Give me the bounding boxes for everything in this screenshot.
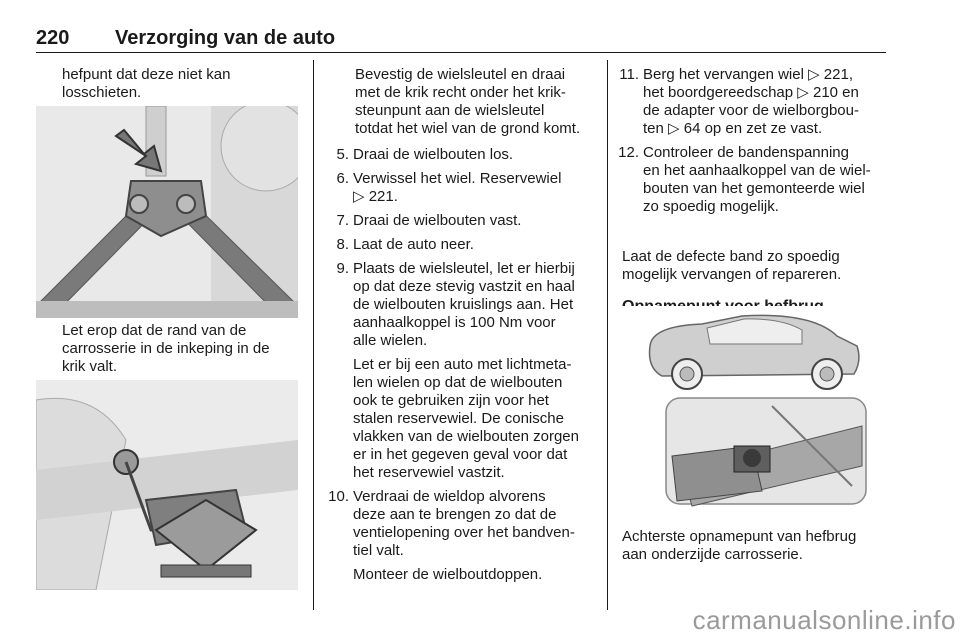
step-text: bouten van het gemonteerde wiel xyxy=(643,180,865,197)
step-note: ook te gebruiken zijn voor het xyxy=(353,392,549,409)
col1-caption-line1: Let erop dat de rand van de xyxy=(62,322,247,339)
step-number: 6. xyxy=(336,170,349,187)
step-note: het reservewiel vastzit. xyxy=(353,464,505,481)
step-text: aanhaalkoppel is 100 Nm voor xyxy=(353,314,556,331)
step-text: Plaats de wielsleutel, let er hierbij xyxy=(353,260,575,277)
step-text: de wielbouten kruislings aan. Het xyxy=(353,296,574,313)
col3-caption-line1: Achterste opnamepunt van hefbrug xyxy=(622,528,857,545)
step-note: er in het gegeven geval voor dat xyxy=(353,446,568,463)
step-text: Laat de auto neer. xyxy=(353,236,474,253)
page-title: Verzorging van de auto xyxy=(115,27,336,49)
step-number: 5. xyxy=(336,146,349,163)
column-divider-1 xyxy=(313,60,314,610)
col2-intro-line3: steunpunt aan de wielsleutel xyxy=(355,102,545,119)
list-item xyxy=(325,146,595,164)
step-note: Let er bij een auto met lichtmeta- xyxy=(353,356,572,373)
list-item xyxy=(325,170,595,206)
step-note: len wielen op dat de wielbouten xyxy=(353,374,563,391)
col3-note-line1: Laat de defecte band zo spoedig xyxy=(622,248,840,265)
col3-steps-list xyxy=(615,66,890,222)
step-text: deze aan te brengen zo dat de xyxy=(353,506,557,523)
col1-intro-line1: hefpunt dat deze niet kan xyxy=(62,66,231,83)
step-text: Berg het vervangen wiel ▷ 221, xyxy=(643,66,853,83)
step-text: ventielopening over het bandven- xyxy=(353,524,575,541)
step-number: 8. xyxy=(336,236,349,253)
column-divider-2 xyxy=(607,60,608,610)
step-text: Draai de wielbouten los. xyxy=(353,146,514,163)
list-item xyxy=(325,212,595,230)
col1-caption-line3: krik valt. xyxy=(62,358,118,375)
watermark: carmanualsonline.info xyxy=(692,605,956,635)
step-note: vlakken van de wielbouten zorgen xyxy=(353,428,579,445)
col2-intro-line1: Bevestig de wielsleutel en draai xyxy=(355,66,566,83)
lift-point-figure xyxy=(622,306,884,518)
col3-caption-line2: aan onderzijde carrosserie. xyxy=(622,546,803,563)
list-item xyxy=(615,144,890,216)
step-number: 7. xyxy=(336,212,349,229)
step-text: ten ▷ 64 op en zet ze vast. xyxy=(643,120,823,137)
jack-handle-figure xyxy=(36,380,298,590)
col2-intro-line2: met de krik recht onder het krik- xyxy=(355,84,566,101)
list-item xyxy=(615,66,890,138)
step-text: Controleer de bandenspanning xyxy=(643,144,849,161)
col1-intro-line2: losschieten. xyxy=(62,84,142,101)
step-text: alle wielen. xyxy=(353,332,428,349)
step-text: tiel valt. xyxy=(353,542,404,559)
step-number: 12. xyxy=(618,144,639,161)
list-item xyxy=(325,488,595,584)
col3-note-line2: mogelijk vervangen of repareren. xyxy=(622,266,842,283)
step-number: 9. xyxy=(336,260,349,277)
step-number: 10. xyxy=(328,488,349,505)
list-item xyxy=(325,260,595,482)
step-text: de adapter voor de wielborgbou- xyxy=(643,102,859,119)
col1-caption-line2: carrosserie in de inkeping in de xyxy=(62,340,270,357)
step-text: en het aanhaalkoppel van de wiel- xyxy=(643,162,871,179)
col2-intro-line4: totdat het wiel van de grond komt. xyxy=(355,120,581,137)
step-text: het boordgereedschap ▷ 210 en xyxy=(643,84,859,101)
step-text: Draai de wielbouten vast. xyxy=(353,212,522,229)
jack-placement-figure xyxy=(36,106,298,318)
step-text: ▷ 221. xyxy=(353,188,398,205)
header-rule xyxy=(36,52,886,53)
step-note: Monteer de wielboutdoppen. xyxy=(353,566,543,583)
col2-steps-list xyxy=(325,146,595,590)
page-number: 220 xyxy=(36,27,70,49)
step-text: zo spoedig mogelijk. xyxy=(643,198,779,215)
list-item xyxy=(325,236,595,254)
step-note: stalen reservewiel. De conische xyxy=(353,410,564,427)
step-text: op dat deze stevig vastzit en haal xyxy=(353,278,575,295)
step-number: 11. xyxy=(619,66,639,83)
step-text: Verdraai de wieldop alvorens xyxy=(353,488,546,505)
step-text: Verwissel het wiel. Reservewiel xyxy=(353,170,562,187)
